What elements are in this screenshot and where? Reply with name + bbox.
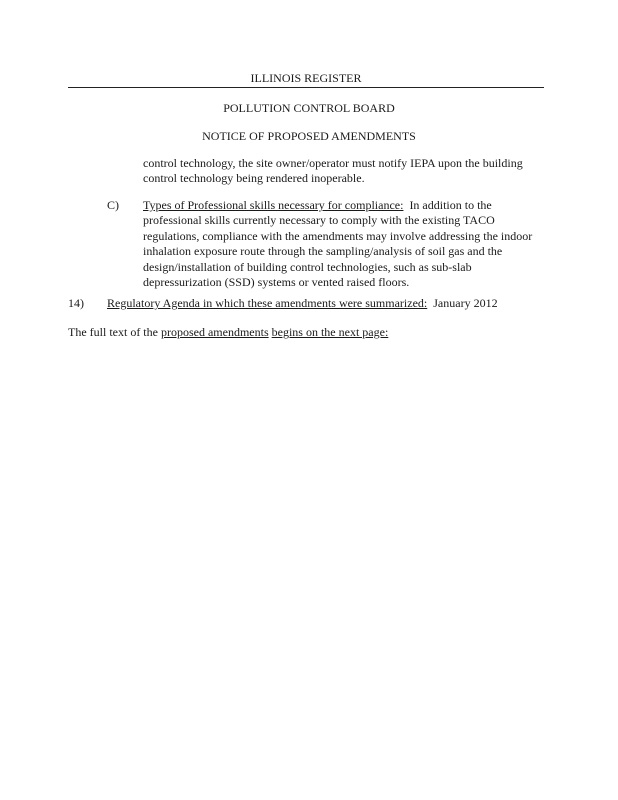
- full-text-post: begins on the next page:: [271, 325, 389, 339]
- item-14-heading: Regulatory Agenda in which these amendments were summarized:: [107, 296, 428, 310]
- full-text-note: [68, 325, 544, 340]
- item-14-marker: 14): [68, 296, 84, 310]
- notice-title: NOTICE OF PROPOSED AMENDMENTS: [202, 129, 416, 143]
- full-text-link: proposed amendments: [160, 325, 269, 339]
- continuation-line: control technology, the site owner/operator must notify IEPA upon the building: [143, 156, 523, 170]
- item-c-paragraph: [143, 198, 543, 290]
- board-title: POLLUTION CONTROL BOARD: [223, 101, 395, 115]
- item-14-paragraph: [107, 296, 543, 311]
- item-c-text: In addition to the professional skills currently necessary to comply with the existing TACO regulations, compliance with the amendments may involve addressing the indoor inhalation exposure route through the sampling/analysis of soil gas and the design/installation of building control technologies, such as sub-slab depressurization (SSD) systems or vented raised floors.: [143, 198, 533, 290]
- register-title: ILLINOIS REGISTER: [68, 71, 544, 88]
- full-text-pre: The full text of the: [68, 325, 158, 339]
- item-c-heading: Types of Professional skills necessary for compliance:: [143, 198, 404, 212]
- item-14-text: January 2012: [433, 296, 498, 310]
- item-c-marker: C): [107, 198, 119, 212]
- continuation-line: control technology being rendered inoperable.: [143, 171, 365, 186]
- continuation-paragraph: [143, 156, 543, 187]
